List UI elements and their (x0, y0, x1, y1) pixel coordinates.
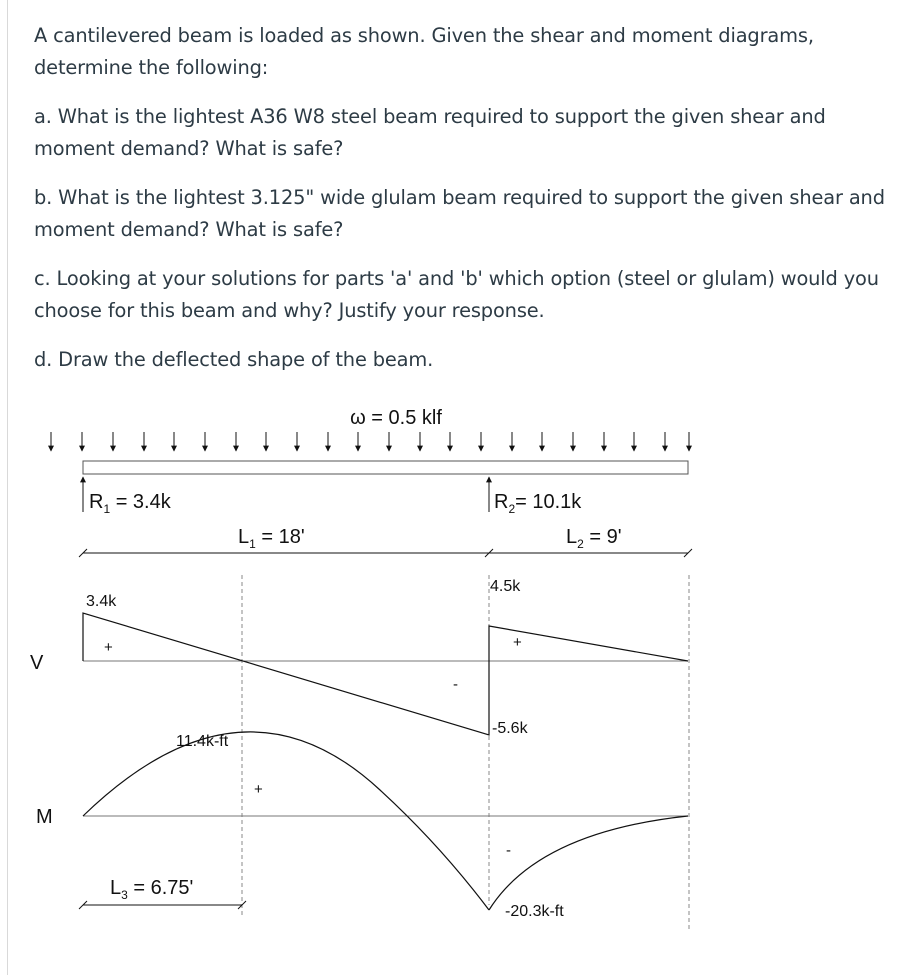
shear-negative-sign: - (453, 676, 458, 693)
problem-intro: A cantilevered beam is loaded as shown. Given the shear and moment diagrams, determine the following: (34, 24, 814, 79)
shear-positive-sign-right: + (513, 634, 522, 651)
moment-axis-label: M (36, 806, 53, 828)
span-l2-label: $L_2 = 9'$ (566, 526, 622, 551)
shear-curve (83, 613, 688, 735)
moment-negative-sign: - (506, 842, 511, 859)
moment-curve-right (489, 816, 688, 910)
shear-axis-label: V (30, 652, 44, 674)
dashed-reference-lines (242, 575, 689, 930)
question-b: b. What is the lightest 3.125" wide glulam beam required to support the given shear and moment demand? What is safe? (34, 186, 885, 241)
question-a: a. What is the lightest A36 W8 steel beam required to support the given shear and moment demand? What is safe? (34, 105, 826, 160)
span-l1-label: $L_1 = 18'$ (238, 526, 305, 551)
question-d: d. Draw the deflected shape of the beam. (34, 348, 434, 371)
load-label: ω = 0.5 klf (350, 407, 442, 429)
beam-diagram (0, 395, 922, 955)
shear-r2-negative-value: -5.6k (492, 720, 528, 737)
beam (83, 461, 688, 474)
moment-max-positive-value: 11.4k-ft (176, 733, 229, 750)
reaction-r1-label: $R_1 = 3.4k$ (89, 491, 171, 516)
shear-r2-positive-value: 4.5k (490, 578, 521, 595)
problem-statement (34, 20, 904, 376)
shear-left-value: 3.4k (86, 593, 117, 610)
question-c: c. Looking at your solutions for parts 'a' and 'b' which option (steel or glulam) would you choose for this beam and why? Justify your response. (34, 267, 879, 322)
span-dimension-line (79, 549, 692, 557)
beam-figure (0, 395, 922, 955)
shear-positive-sign-left: + (104, 639, 113, 656)
l3-dimension-line (79, 901, 246, 909)
moment-positive-sign: + (254, 781, 263, 798)
l3-label: $L_3 = 6.75'$ (110, 877, 194, 902)
distributed-load-arrows (51, 432, 689, 451)
moment-max-negative-value: -20.3k-ft (505, 903, 564, 920)
reaction-r2-label: $R_2= 10.1k$ (494, 491, 582, 516)
